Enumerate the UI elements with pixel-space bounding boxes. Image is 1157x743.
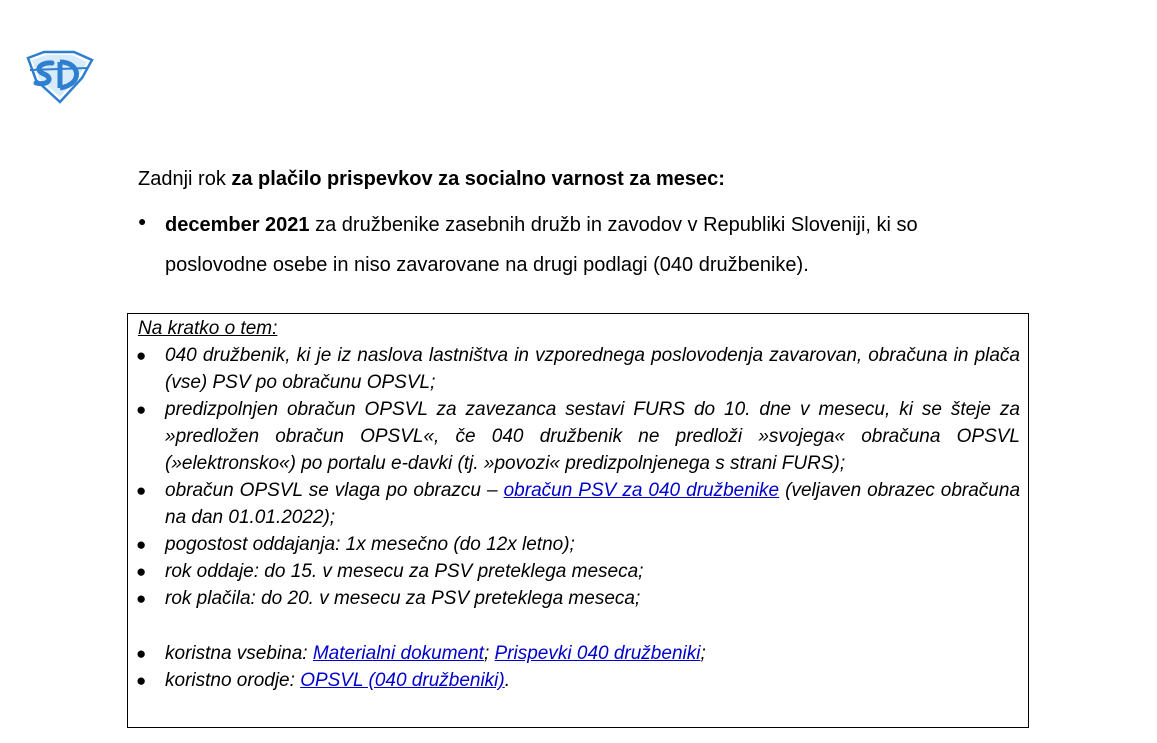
intro-bold: za plačilo prispevkov za socialno varnost za mesec: [231, 168, 725, 190]
bullet-icon: ● [136, 346, 147, 365]
bullet-icon: ● [136, 535, 147, 554]
company-logo [22, 50, 96, 104]
useful-tool [165, 667, 1020, 694]
intro-item [165, 205, 1023, 285]
list-item [128, 558, 1028, 585]
opsvl-form-link[interactable]: obračun PSV za 040 družbenike [503, 480, 780, 501]
list-item [128, 396, 1028, 477]
useful-content-label: koristna vsebina: [165, 643, 313, 664]
list-item-text-before: obračun OPSVL se vlaga po obrazcu – [165, 480, 504, 501]
intro-item-month: december 2021 [165, 214, 310, 236]
summary-box [127, 313, 1029, 728]
list-item [128, 585, 1028, 612]
summary-list [128, 342, 1028, 694]
link-end: . [504, 670, 511, 691]
intro-bullet-icon: ● [138, 213, 147, 229]
bullet-icon: ● [136, 562, 147, 581]
list-item [128, 477, 1028, 531]
list-spacer [128, 612, 1028, 640]
list-item [128, 667, 1028, 694]
list-item-text: 040 družbenik, ki je iz naslova lastništva in vzporednega poslovodenja zavarovan, obračuna in plača (vse) PSV po obračunu OPSVL; [165, 345, 1020, 393]
useful-tool-label: koristno orodje: [165, 670, 301, 691]
list-item-text-after: (veljaven obrazec obračuna na dan 01.01.2022); [165, 480, 1021, 528]
bullet-icon: ● [136, 589, 147, 608]
opsvl-tool-link[interactable]: OPSVL (040 družbeniki) [300, 670, 505, 691]
link-end: ; [700, 643, 706, 664]
list-item [128, 531, 1028, 558]
intro-item-text: za družbenike zasebnih družb in zavodov v Republiki Sloveniji, ki so poslovodne osebe in niso zavarovane na drugi podlagi (040 družbenike). [165, 214, 918, 276]
summary-heading: Na kratko o tem: [138, 318, 278, 339]
bullet-icon: ● [136, 400, 147, 419]
bullet-icon: ● [136, 671, 147, 690]
list-item [128, 342, 1028, 396]
list-item-text [165, 477, 1020, 531]
intro-line [138, 165, 1023, 193]
list-item-text: rok plačila: do 20. v mesecu za PSV preteklega meseca; [165, 588, 641, 609]
contributions-link[interactable]: Prispevki 040 družbeniki [494, 643, 701, 664]
bullet-icon: ● [136, 481, 147, 500]
intro-prefix: Zadnji rok [138, 168, 232, 190]
list-item [128, 640, 1028, 667]
link-separator: ; [483, 643, 495, 664]
list-item-text: pogostost oddajanja: 1x mesečno (do 12x letno); [165, 534, 575, 555]
list-item-text: rok oddaje: do 15. v mesecu za PSV preteklega meseca; [165, 561, 644, 582]
bullet-icon: ● [136, 644, 147, 663]
useful-content [165, 640, 1020, 667]
material-document-link[interactable]: Materialni dokument [312, 643, 484, 664]
list-item-text: predizpolnjen obračun OPSVL za zavezanca sestavi FURS do 10. dne v mesecu, ki se šteje za »predložen obračun OPSVL«, če 040 družbenik ne predloži »svojega« obračuna OPSVL (»elektronsko«) po portalu e-davki (tj. »povozi« predizpolnjenega s strani FURS); [165, 399, 1020, 474]
